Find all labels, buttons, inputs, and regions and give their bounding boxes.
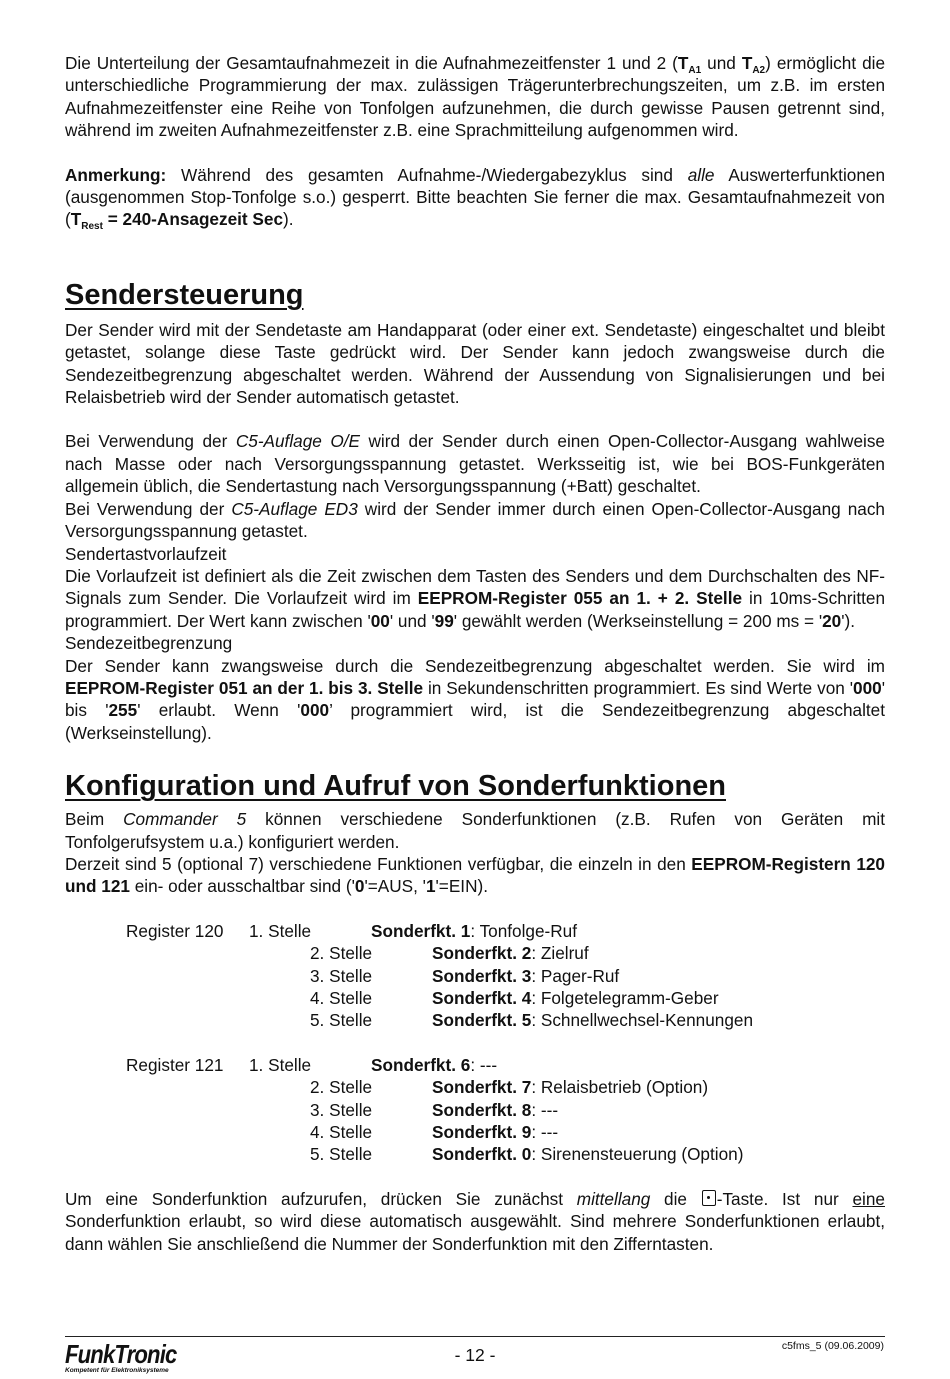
- note-paragraph: Anmerkung: Während des gesamten Aufnahme-/Wiedergabezyklus sind alle Auswerterfunktionen (ausgenommen Stop-Tonfolge s.o.) gesperrt. Bitte beachten Sie ferner die max. Gesamtaufnahmezeit von ($T_{Rest}$ = 240-Ansagezeit Sec).: [65, 164, 885, 233]
- funktronic-logo: FunkTronic Kompetent für Elektroniksysteme: [65, 1339, 177, 1374]
- page-number: - 12 -: [454, 1345, 496, 1365]
- heading-sendersteuerung: Sendersteuerung: [65, 278, 304, 311]
- sonder-paragraph-1: Beim Commander 5 können verschiedene Sonderfunktionen (z.B. Rufen von Geräten mit Tonfolgerufsystem u.a.) konfiguriert werden.: [65, 809, 885, 852]
- sender-paragraph-3: Bei Verwendung der C5-Auflage ED3 wird der Sender immer durch einen Open-Collector-Ausgang nach Versorgungsspannung getastet.: [65, 498, 885, 542]
- document-page: [65, 52, 885, 1255]
- ta2-symbol: $T_{A2}$: [741, 53, 766, 76]
- sonder-paragraph-3: Um eine Sonderfunktion aufzurufen, drücken Sie zunächst mittellang die -Taste. Ist nur eine Sonderfunktion erlaubt, so wird diese automatisch ausgewählt. Sind mehrere Sonderfunktionen erlaubt, dann wählen Sie anschließend die Nummer der Sonderfunktion mit den Zifferntasten.: [65, 1188, 885, 1254]
- intro-paragraph: Die Unterteilung der Gesamtaufnahmezeit in die Aufnahmezeitfenster 1 und 2 ($T_{A1}$ und $T_{A2}$) ermöglicht die unterschiedliche Programmierung der max. zulässigen Trägerunterbrechungszeiten, um z.B. im ersten Aufnahmezeitfenster eine Reihe von Tonfolgen aufzunehmen, die durch gewisse Pausen getrennt sind, während im zweiten Aufnahmezeitfenster z.B. eine Sprachmitteilung aufgenommen wird.: [65, 53, 886, 141]
- register-121-table: Register 121 1. Stelle Sonderfkt. 6: --- 2. Stelle Sonderfkt. 7: Relaisbetrieb (Option) 3. Stelle Sonderfkt. 8: --- 4. Stelle Sonderfkt. 9: --- 5. Stelle Sonderfkt. 0: Sirenensteuerung (Option): [126, 1054, 744, 1165]
- subheading-vorlaufzeit: Sendertastvorlaufzeit: [65, 543, 227, 564]
- trest-symbol: $T_{Rest}$ = 240-Ansagezeit Sec: [70, 209, 284, 233]
- sender-paragraph-4: Die Vorlaufzeit ist definiert als die Zeit zwischen dem Tasten des Senders und dem Durchschalten des NF-Signals zum Sender. Die Vorlaufzeit wird im EEPROM-Register 055 an 1. + 2. Stelle in 10ms-Schritten programmiert. Der Wert kann zwischen '00' und '99' gewählt werden (Werkseinstellung = 200 ms = '20').: [65, 565, 885, 631]
- sonder-paragraph-2: Derzeit sind 5 (optional 7) verschiedene Funktionen verfügbar, die einzeln in den EEPROM-Registern 120 und 121 ein- oder ausschaltbar sind ('0'=AUS, '1'=EIN).: [65, 853, 885, 897]
- footer-divider: [65, 1336, 885, 1337]
- subheading-sendezeitbegrenzung: Sendezeitbegrenzung: [65, 633, 233, 654]
- sender-paragraph-1: Der Sender wird mit der Sendetaste am Handapparat (oder einer ext. Sendetaste) eingeschaltet und bleibt getastet, solange diese Taste gedrückt wird. Der Sender kann jedoch zwangsweise durch die Sendezeitbegrenzung abgeschaltet werden. Während der Aussendung von Signalisierungen und bei Relaisbetrieb wird der Sender automatisch getastet.: [65, 319, 885, 408]
- ta1-symbol: $T_{A1}$: [677, 53, 702, 76]
- register-120-table: Register 120 1. Stelle Sonderfkt. 1: Tonfolge-Ruf 2. Stelle Sonderfkt. 2: Zielruf 3. Stelle Sonderfkt. 3: Pager-Ruf 4. Stelle Sonderfkt. 4: Folgetelegramm-Geber 5. Stelle Sonderfkt. 5: Schnellwechsel-Kennungen: [126, 920, 754, 1031]
- document-reference: c5fms_5 (09.06.2009): [781, 1340, 884, 1352]
- key-dot-icon: [702, 1190, 716, 1206]
- sender-paragraph-5: Der Sender kann zwangsweise durch die Sendezeitbegrenzung abgeschaltet werden. Sie wird im EEPROM-Register 051 an der 1. bis 3. Stelle in Sekundenschritten programmiert. Es sind Werte von '000' bis '255' erlaubt. Wenn '000’ programmiert wird, ist die Sendezeitbegrenzung abgeschaltet (Werkseinstellung).: [65, 655, 886, 743]
- sender-paragraph-2: Bei Verwendung der C5-Auflage O/E wird der Sender durch einen Open-Collector-Ausgang wahlweise nach Masse oder nach Versorgungsspannung getastet. Werksseitig ist, wie bei BOS-Funkgeräten allgemein üblich, die Sendertastung nach Versorgungsspannung (+Batt) geschaltet.: [65, 431, 885, 497]
- heading-sonderfunktionen: Konfiguration und Aufruf von Sonderfunktionen: [65, 770, 726, 803]
